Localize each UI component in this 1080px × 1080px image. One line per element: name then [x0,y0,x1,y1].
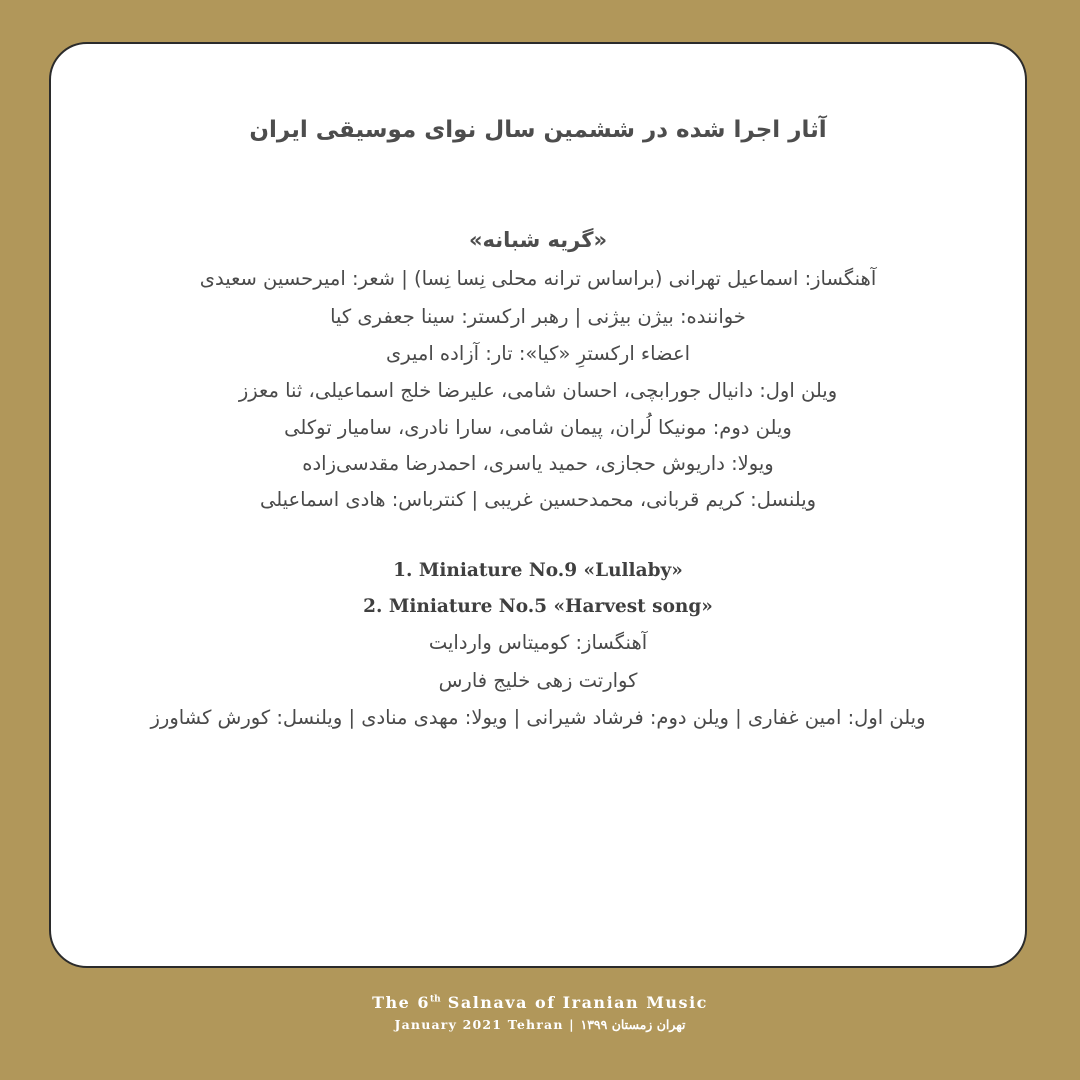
credit-viola: ویولا: داریوش حجازی، حمید یاسری، احمدرضا مقدسی‌زاده [302,452,774,475]
content-card [49,42,1027,968]
credit-cello-bass: ویلنسل: کریم قربانی، محمدحسین غریبی | کنترباس: هادی اسماعیلی [259,488,817,511]
piece-title-miniature-9: 1. Miniature No.9 «Lullaby» [393,560,683,581]
footer-title-start: The 6 [372,993,431,1012]
credit-singer-conductor: خواننده: بیژن بیژنی | رهبر ارکستر: سینا جعفری کیا [330,305,746,328]
credit-composer-komitas: آهنگساز: کومیتاس واردایت [428,631,648,654]
credit-quartet: کوارتت زهی خلیج فارس [438,669,638,692]
credit-violin-2: ویلن دوم: مونیکا لُران، پیمان شامی، سارا نادری، سامیار توکلی [284,416,792,439]
card-content [51,44,1025,966]
credit-quartet-members: ویلن اول: امین غفاری | ویلن دوم: فرشاد شیرانی | ویولا: مهدی منادی | ویلنسل: کورش کشاورز [150,706,926,729]
footer-date-en: January 2021 Tehran | [394,1017,581,1032]
piece-title-gerye-shabane: «گریه شبانه» [468,228,608,252]
credit-composer-poet: آهنگساز: اسماعیل تهرانی (براساس ترانه محلی نِسا نِسا) | شعر: امیرحسین سعیدی [199,267,877,290]
footer-title-end: Salnava of Iranian Music [440,993,708,1012]
footer-date-fa: تهران زمستان ۱۳۹۹ [580,1017,686,1032]
piece-title-miniature-5: 2. Miniature No.5 «Harvest song» [363,596,713,617]
footer-title-superscript: th [430,994,441,1005]
footer-event-title [0,993,1080,1012]
footer-date-location [0,1017,1080,1032]
credit-violin-1: ویلن اول: دانیال جورابچی، احسان شامی، علیرضا خلج اسماعیلی، ثنا معزز [238,379,838,402]
page-title: آثار اجرا شده در ششمین سال نوای موسیقی ایران [249,117,827,143]
credit-orchestra-tar: اعضاء ارکسترِ «کیا»: تار: آزاده امیری [385,342,691,365]
